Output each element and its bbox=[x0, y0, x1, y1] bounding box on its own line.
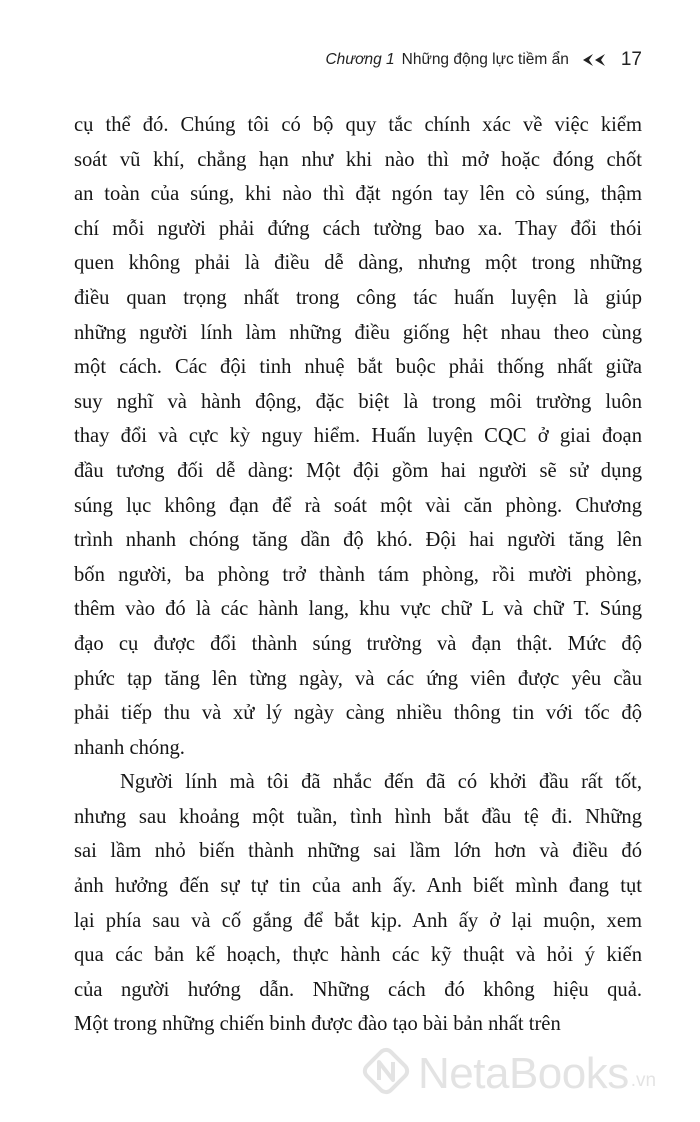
text-line: nhưng sau khoảng một tuần, tình hình bắt đầu tệ đi. Những bbox=[74, 805, 642, 828]
paragraph bbox=[74, 108, 642, 765]
text-line: điều quan trọng nhất trong công tác huấn luyện là giúp bbox=[74, 286, 642, 309]
double-chevron-left-icon bbox=[581, 53, 607, 67]
text-line: nhanh chóng. bbox=[74, 736, 185, 759]
running-header bbox=[325, 48, 642, 72]
text-line: lại phía sau và cố gắng để bắt kịp. Anh ấy ở lại muộn, xem bbox=[74, 909, 642, 932]
text-line: suy nghĩ và hành động, đặc biệt là trong môi trường luôn bbox=[74, 390, 642, 413]
page-number: 17 bbox=[620, 49, 642, 70]
body-text bbox=[74, 108, 642, 1042]
netabooks-logo-icon bbox=[362, 1047, 410, 1100]
text-line: phải tiếp thu và xử lý ngày càng nhiều thông tin với tốc độ bbox=[74, 702, 642, 725]
text-line: đầu tương đối dễ dàng: Một đội gồm hai người sẽ sử dụng bbox=[74, 459, 642, 482]
text-line: bốn người, ba phòng trở thành tám phòng, rồi mười phòng, bbox=[74, 563, 642, 586]
text-line: chí mỗi người phải đứng cách tường bao xa. Thay đổi thói bbox=[74, 217, 642, 240]
text-line: an toàn của súng, khi nào thì đặt ngón tay lên cò súng, thậm bbox=[74, 183, 642, 206]
text-line: trình nhanh chóng tăng dần độ khó. Đội hai người tăng lên bbox=[74, 529, 642, 552]
text-line: ảnh hưởng đến sự tự tin của anh ấy. Anh biết mình đang tụt bbox=[74, 875, 642, 898]
watermark bbox=[362, 1047, 656, 1100]
text-line: soát vũ khí, chẳng hạn như khi nào thì mở hoặc đóng chốt bbox=[74, 148, 642, 171]
text-line: súng lục không đạn để rà soát một vài căn phòng. Chương bbox=[74, 494, 642, 517]
text-line: sai lầm nhỏ biến thành những sai lầm lớn hơn và điều đó bbox=[74, 840, 642, 863]
chapter-label: Chương 1 bbox=[325, 51, 395, 68]
text-line: một cách. Các đội tinh nhuệ bắt buộc phải thống nhất giữa bbox=[74, 356, 642, 379]
text-line: thêm vào đó là các hành lang, khu vực chữ L và chữ T. Súng bbox=[74, 598, 642, 621]
paragraph bbox=[74, 765, 642, 1042]
text-line: qua các bản kế hoạch, thực hành các kỹ thuật và hỏi ý kiến bbox=[74, 944, 642, 967]
text-line: thay đổi và cực kỳ nguy hiểm. Huấn luyện CQC ở giai đoạn bbox=[74, 425, 642, 448]
text-line: cụ thể đó. Chúng tôi có bộ quy tắc chính xác về việc kiểm bbox=[74, 114, 642, 136]
text-line: Một trong những chiến binh được đào tạo bài bản nhất trên bbox=[74, 1013, 561, 1036]
text-line: đạo cụ được đổi thành súng trường và đạn thật. Mức độ bbox=[74, 632, 642, 655]
text-line: phức tạp tăng lên từng ngày, và các ứng viên được yêu cầu bbox=[74, 667, 642, 690]
text-line: quen không phải là điều dễ dàng, nhưng một trong những bbox=[74, 252, 642, 275]
watermark-text: NetaBooks bbox=[418, 1048, 629, 1098]
watermark-suffix: .vn bbox=[630, 1069, 657, 1091]
text-line: Người lính mà tôi đã nhắc đến đã có khởi đầu rất tốt, bbox=[120, 771, 642, 794]
text-line: những người lính làm những điều giống hệt nhau theo cùng bbox=[74, 321, 642, 344]
text-line: của người hướng dẫn. Những cách đó không hiệu quả. bbox=[74, 978, 642, 1001]
chapter-title: Những động lực tiềm ẩn bbox=[401, 51, 569, 68]
